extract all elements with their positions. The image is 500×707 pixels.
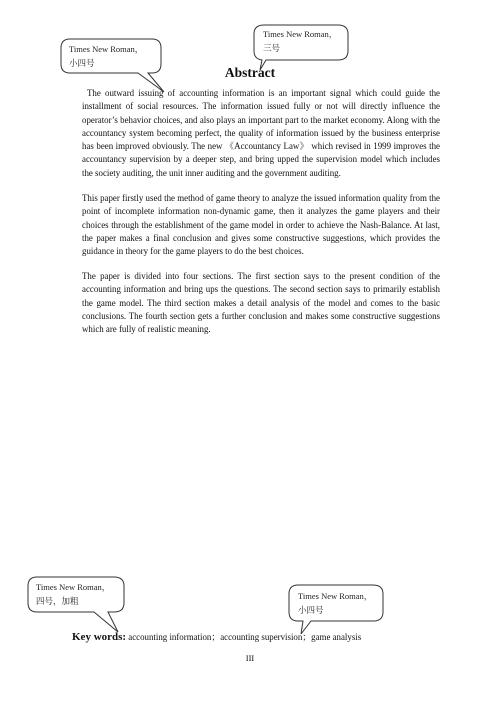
- callout-line: Times New Roman，: [298, 591, 373, 601]
- callout-line: Times New Roman，: [36, 582, 111, 592]
- abstract-paragraph: This paper firstly used the method of game theory to analyze the issued information quality from the point of incomplete information non-dynamic game, then it analyzes the game players and their choices through the establishment of the game model in order to achieve the Nash-Balance. At last, the paper makes a final conclusion and gives some constructive suggestions, which provides the guidance in theory for the game players to do the best choices.: [82, 193, 440, 257]
- keywords-label: Key words:: [72, 631, 127, 643]
- callout-line: 三号: [263, 43, 281, 53]
- callout-keyword-text-font: [287, 584, 387, 636]
- abstract-paragraph: The outward issuing of accounting information is an important signal which could guide the installment of social resources. The information issued fully or not will directly influence the operator’s behavior choices, and also plays an important part to the market economy. Along with the accountancy system becoming perfect, the quality of information issued by the business enterprise has been improved obviously. The new 《Accountancy Law》 which revised in 1999 improves the accountancy supervision by a deeper step, and bring upped the supervision model which includes the society auditing, the unit inner auditing and the government auditing.: [82, 88, 440, 178]
- callout-line: Times New Roman，: [69, 44, 144, 54]
- callout-line: 小四号: [69, 58, 95, 68]
- callout-line: 四号，加粗: [36, 596, 79, 606]
- callout-line: Times New Roman，: [263, 29, 338, 39]
- abstract-paragraph: The paper is divided into four sections. The first section says to the present condition of the accounting information and bring ups the questions. The second section says to primarily establish the game model. The third section makes a detail analysis of the model and comes to the basic conclusions. The fourth section gets a further conclusion and makes some constructive suggestions which are fully of realistic meaning.: [82, 271, 440, 335]
- callout-keyword-label-font: [26, 576, 134, 636]
- abstract-title: Abstract: [224, 65, 276, 80]
- page-number: III: [245, 653, 255, 663]
- callout-line: 小四号: [298, 605, 324, 615]
- keywords-line: [72, 630, 361, 644]
- keywords-text: accounting information；accounting supervision；game analysis: [126, 632, 362, 642]
